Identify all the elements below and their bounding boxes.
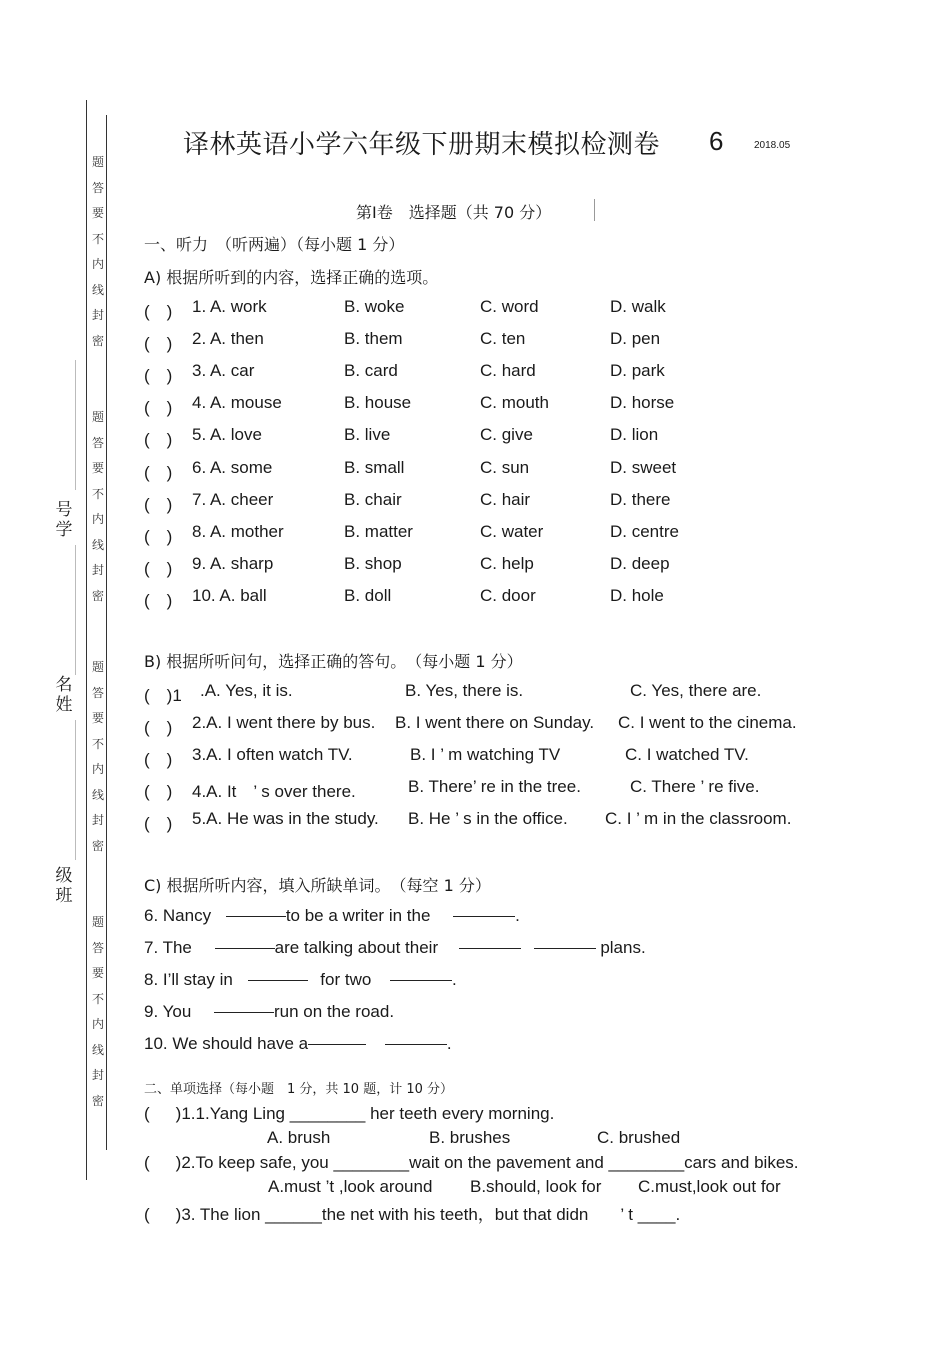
option-q: 4. A. mouse <box>192 393 282 413</box>
student-name-label: 名 姓 <box>55 675 73 715</box>
answer-paren[interactable]: ( ) <box>144 462 173 482</box>
option-d: D. sweet <box>610 457 677 477</box>
answer-paren[interactable]: ( ) <box>144 590 173 610</box>
answer-paren[interactable]: ( ) <box>144 398 173 418</box>
section-heading-bar <box>594 199 595 221</box>
class-label: 级 班 <box>55 866 73 906</box>
fill-line-10: 10. We should have a . <box>144 1034 452 1053</box>
option-b: B. There’ re in the tree. <box>408 777 581 796</box>
page-title: 译林英语小学六年级下册期末模拟检测卷 <box>183 130 661 160</box>
option-a: 2.A. I went there by bus. <box>192 713 376 732</box>
option-d: D. centre <box>610 521 679 541</box>
option-c: C. help <box>480 553 534 573</box>
answer-paren[interactable]: ( ) <box>144 750 173 769</box>
option-b: B. house <box>344 393 412 413</box>
option-q: 2. A. then <box>192 329 264 349</box>
option-c: C. I ’ m in the classroom. <box>605 809 792 828</box>
option-c: C. word <box>480 297 539 316</box>
mc-option: A. brush <box>267 1128 331 1147</box>
paper-date: 2018.05 <box>754 140 791 151</box>
section-heading: 第Ⅰ卷 选择题（共 70 分） <box>356 203 552 222</box>
binding-line-outer <box>86 100 87 1180</box>
blank[interactable] <box>390 979 452 981</box>
answer-paren[interactable]: ( ) <box>144 366 173 386</box>
option-q: 5. A. love <box>192 425 262 445</box>
option-b: B. He ’ s in the office. <box>408 809 568 828</box>
option-a: 3.A. I often watch TV. <box>192 745 353 764</box>
option-c: C. Yes, there are. <box>630 681 762 700</box>
blank[interactable] <box>385 1043 447 1045</box>
partB-instruction: B) 根据所听问句，选择正确的答句。 （每小题 1 分） <box>144 652 523 671</box>
option-b: B. card <box>344 361 398 381</box>
paper-number: 6 <box>709 126 724 156</box>
binding-divider-1 <box>75 360 76 490</box>
option-q: 9. A. sharp <box>192 553 274 573</box>
answer-paren[interactable]: ( ) <box>144 558 173 578</box>
option-c: C. mouth <box>480 393 549 413</box>
option-b: B. live <box>344 425 391 445</box>
binding-divider-3 <box>75 720 76 860</box>
option-q: 10. A. ball <box>192 585 267 605</box>
option-d: D. deep <box>610 553 670 573</box>
fill-line-9: 9. You run on the road. <box>144 1002 395 1021</box>
mc-option: B. brushes <box>429 1128 511 1147</box>
option-a: 5.A. He was in the study. <box>192 809 379 828</box>
mc-question-2: ( )2.To keep safe, you ________wait on the pavement and ________cars and bikes. <box>144 1153 799 1172</box>
blank[interactable] <box>248 979 308 981</box>
fill-line-6: 6. Nancy to be a writer in the . <box>144 906 520 925</box>
partC-instruction: C) 根据所听内容，填入所缺单词。 （每空 1 分） <box>144 876 491 895</box>
option-b: B. doll <box>344 585 392 605</box>
answer-paren[interactable]: ( ) <box>144 302 173 321</box>
option-c: C. ten <box>480 329 526 349</box>
seal-text: 题 答 要 不 内 线 封 密 <box>91 155 104 348</box>
option-c: C. I went to the cinema. <box>618 713 797 732</box>
blank[interactable] <box>215 947 275 949</box>
answer-paren[interactable]: ( )1 <box>144 686 182 705</box>
mc-question-3: ( )3. The lion ______the net with his teeth，but that didn ’ t ____. <box>144 1205 681 1224</box>
option-q: 7. A. cheer <box>192 489 274 509</box>
blank[interactable] <box>308 1043 366 1045</box>
option-b: B. small <box>344 457 405 477</box>
seal-text: 题 答 要 不 内 线 封 密 <box>91 915 104 1108</box>
option-d: D. walk <box>610 297 666 316</box>
option-d: D. there <box>610 489 671 509</box>
listening-title: 一、听力 （听两遍）（每小题 1 分） <box>144 235 405 254</box>
option-b: B. Yes, there is. <box>405 681 524 700</box>
option-b: B. them <box>344 329 403 349</box>
answer-paren[interactable]: ( ) <box>144 526 173 546</box>
option-q: 8. A. mother <box>192 521 284 541</box>
option-d: D. horse <box>610 393 675 413</box>
option-q: 1. A. work <box>192 297 267 316</box>
student-number-label: 号 学 <box>55 500 73 540</box>
mc-option: C.must,look out for <box>638 1177 781 1196</box>
mc-option: C. brushed <box>597 1128 681 1147</box>
option-b: B. matter <box>344 521 413 541</box>
mc-option: A.must ’t ,look around <box>268 1177 433 1196</box>
option-q: 3. A. car <box>192 361 255 381</box>
option-c: C. There ’ re five. <box>630 777 760 796</box>
option-c: C. give <box>480 425 533 445</box>
option-c: C. I watched TV. <box>625 745 749 764</box>
answer-paren[interactable]: ( ) <box>144 334 173 354</box>
answer-paren[interactable]: ( ) <box>144 782 173 801</box>
option-b: B. chair <box>344 489 402 509</box>
answer-paren[interactable]: ( ) <box>144 718 173 737</box>
option-b: B. I ’ m watching TV <box>410 745 561 764</box>
option-c: C. sun <box>480 457 530 477</box>
answer-paren[interactable]: ( ) <box>144 430 173 450</box>
option-c: C. hair <box>480 489 531 509</box>
seal-text: 题 答 要 不 内 线 封 密 <box>91 660 104 853</box>
mc-option: B.should, look for <box>470 1177 602 1196</box>
section2-title: 二、单项选择（每小题 1 分，共 10 题，计 10 分） <box>144 1082 454 1097</box>
option-a: 4.A. It ’ s over there. <box>192 782 356 801</box>
seal-text: 题 答 要 不 内 线 封 密 <box>91 410 104 603</box>
fill-line-7: 7. The are talking about their plans. <box>144 938 646 957</box>
option-b: B. shop <box>344 553 402 573</box>
option-d: D. lion <box>610 425 659 445</box>
option-c: C. hard <box>480 361 536 381</box>
option-c: C. water <box>480 521 544 541</box>
mc-question-1: ( )1.1.Yang Ling ________ her teeth every morning. <box>144 1104 555 1123</box>
option-d: D. pen <box>610 329 661 349</box>
blank[interactable] <box>459 947 521 949</box>
option-d: D. park <box>610 361 665 381</box>
blank[interactable] <box>534 947 596 949</box>
option-b: B. woke <box>344 297 405 316</box>
option-q: 6. A. some <box>192 457 273 477</box>
option-d: D. hole <box>610 585 664 605</box>
partA-instruction: A) 根据所听到的内容，选择正确的选项。 <box>144 268 439 287</box>
fill-line-8: 8. I’ll stay in for two . <box>144 970 457 989</box>
option-b: B. I went there on Sunday. <box>395 713 595 732</box>
blank[interactable] <box>226 915 286 917</box>
option-a: .A. Yes, it is. <box>200 681 293 700</box>
blank[interactable] <box>214 1011 274 1013</box>
binding-divider-2 <box>75 545 76 675</box>
blank[interactable] <box>453 915 515 917</box>
answer-paren[interactable]: ( ) <box>144 814 173 833</box>
answer-paren[interactable]: ( ) <box>144 494 173 514</box>
option-c: C. door <box>480 585 536 605</box>
